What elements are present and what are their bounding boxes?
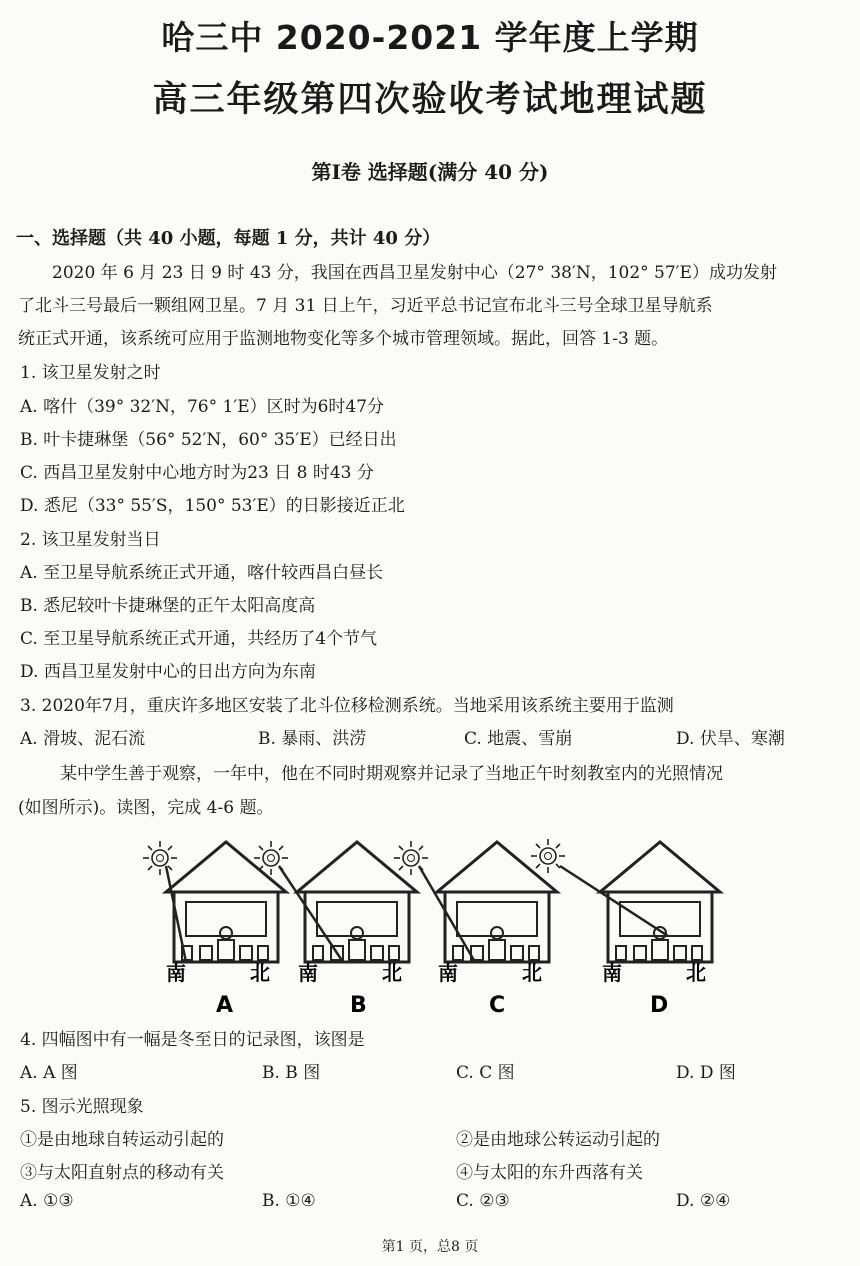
q4-option-c[interactable]: C. C 图 [456, 1063, 515, 1083]
q5-statement-1: ①是由地球自转运动引起的 [20, 1130, 224, 1150]
q3-option-d[interactable]: D. 伏旱、寒潮 [676, 729, 785, 749]
house-a-diagram [143, 841, 286, 962]
house-a-letter: A [216, 993, 234, 1018]
q2-option-a[interactable]: A. 至卫星导航系统正式开通，喀什较西昌白昼长 [20, 563, 384, 583]
q5-statement-2: ②是由地球公转运动引起的 [456, 1130, 660, 1150]
house-c-north-label: 北 [522, 961, 542, 985]
q1-option-c[interactable]: C. 西昌卫星发射中心地方时为23 日 8 时43 分 [20, 463, 374, 483]
intro-line-2: 了北斗三号最后一颗组网卫星。7 月 31 日上午，习近平总书记宣布北斗三号全球卫星导航系 [18, 296, 713, 316]
exam-title-line1: 哈三中 2020-2021 学年度上学期 [161, 18, 699, 57]
q5-option-d[interactable]: D. ②④ [676, 1191, 731, 1211]
q2-option-d[interactable]: D. 西昌卫星发射中心的日出方向为东南 [20, 662, 316, 682]
house-b-south-label: 南 [298, 961, 318, 985]
house-d-south-label: 南 [602, 961, 622, 985]
intro2-line-2: (如图所示)。读图，完成 4-6 题。 [18, 798, 274, 818]
q4-option-a[interactable]: A. A 图 [20, 1063, 78, 1083]
house-d-letter: D [650, 993, 669, 1018]
q4-stem: 4. 四幅图中有一幅是冬至日的记录图，该图是 [20, 1030, 365, 1050]
house-a-south-label: 南 [166, 961, 186, 985]
house-b-north-label: 北 [382, 961, 402, 985]
exam-title-line2: 高三年级第四次验收考试地理试题 [152, 80, 708, 120]
q2-option-b[interactable]: B. 悉尼较叶卡捷琳堡的正午太阳高度高 [20, 596, 316, 616]
q2-stem: 2. 该卫星发射当日 [20, 530, 161, 550]
q5-stem: 5. 图示光照现象 [20, 1097, 144, 1117]
q1-option-d[interactable]: D. 悉尼（33° 55′S，150° 53′E）的日影接近正北 [20, 496, 405, 516]
q5-statement-3: ③与太阳直射点的移动有关 [20, 1163, 224, 1183]
intro2-line-1: 某中学生善于观察，一年中，他在不同时期观察并记录了当地正午时刻教室内的光照情况 [60, 764, 723, 784]
house-c-south-label: 南 [438, 961, 458, 985]
house-c-diagram [394, 841, 557, 962]
intro-line-3: 统正式开通，该系统可应用于监测地物变化等多个城市管理领域。据此，回答 1-3 题。 [18, 329, 669, 349]
q3-option-b[interactable]: B. 暴雨、洪涝 [258, 729, 367, 749]
house-d-north-label: 北 [686, 961, 706, 985]
intro-line-1: 2020 年 6 月 23 日 9 时 43 分，我国在西昌卫星发射中心（27° 38′N，102° 57′E）成功发射 [52, 263, 777, 283]
page-footer: 第1 页，总8 页 [381, 1239, 479, 1255]
q4-option-d[interactable]: D. D 图 [676, 1063, 736, 1083]
part-heading: 一、选择题（共 40 小题，每题 1 分，共计 40 分） [16, 228, 441, 249]
classroom-sunlight-figure [0, 830, 860, 1020]
house-b-letter: B [350, 993, 367, 1018]
section-heading: 第Ⅰ卷 选择题(满分 40 分) [311, 160, 549, 184]
q3-stem: 3. 2020年7月，重庆许多地区安装了北斗位移检测系统。当地采用该系统主要用于监测 [20, 696, 674, 716]
house-c-letter: C [489, 993, 506, 1018]
q1-option-b[interactable]: B. 叶卡捷琳堡（56° 52′N，60° 35′E）已经日出 [20, 430, 397, 450]
q2-option-c[interactable]: C. 至卫星导航系统正式开通，共经历了4个节气 [20, 629, 378, 649]
q5-option-b[interactable]: B. ①④ [262, 1191, 316, 1211]
q1-option-a[interactable]: A. 喀什（39° 32′N，76° 1′E）区时为6时47分 [20, 397, 385, 417]
q5-option-a[interactable]: A. ①③ [20, 1191, 74, 1211]
q3-option-c[interactable]: C. 地震、雪崩 [464, 729, 573, 749]
q4-option-b[interactable]: B. B 图 [262, 1063, 321, 1083]
house-a-north-label: 北 [250, 961, 270, 985]
house-d-diagram [531, 839, 720, 962]
q5-statement-4: ④与太阳的东升西落有关 [456, 1163, 643, 1183]
q1-stem: 1. 该卫星发射之时 [20, 363, 161, 383]
q5-option-c[interactable]: C. ②③ [456, 1191, 510, 1211]
q3-option-a[interactable]: A. 滑坡、泥石流 [20, 729, 146, 749]
